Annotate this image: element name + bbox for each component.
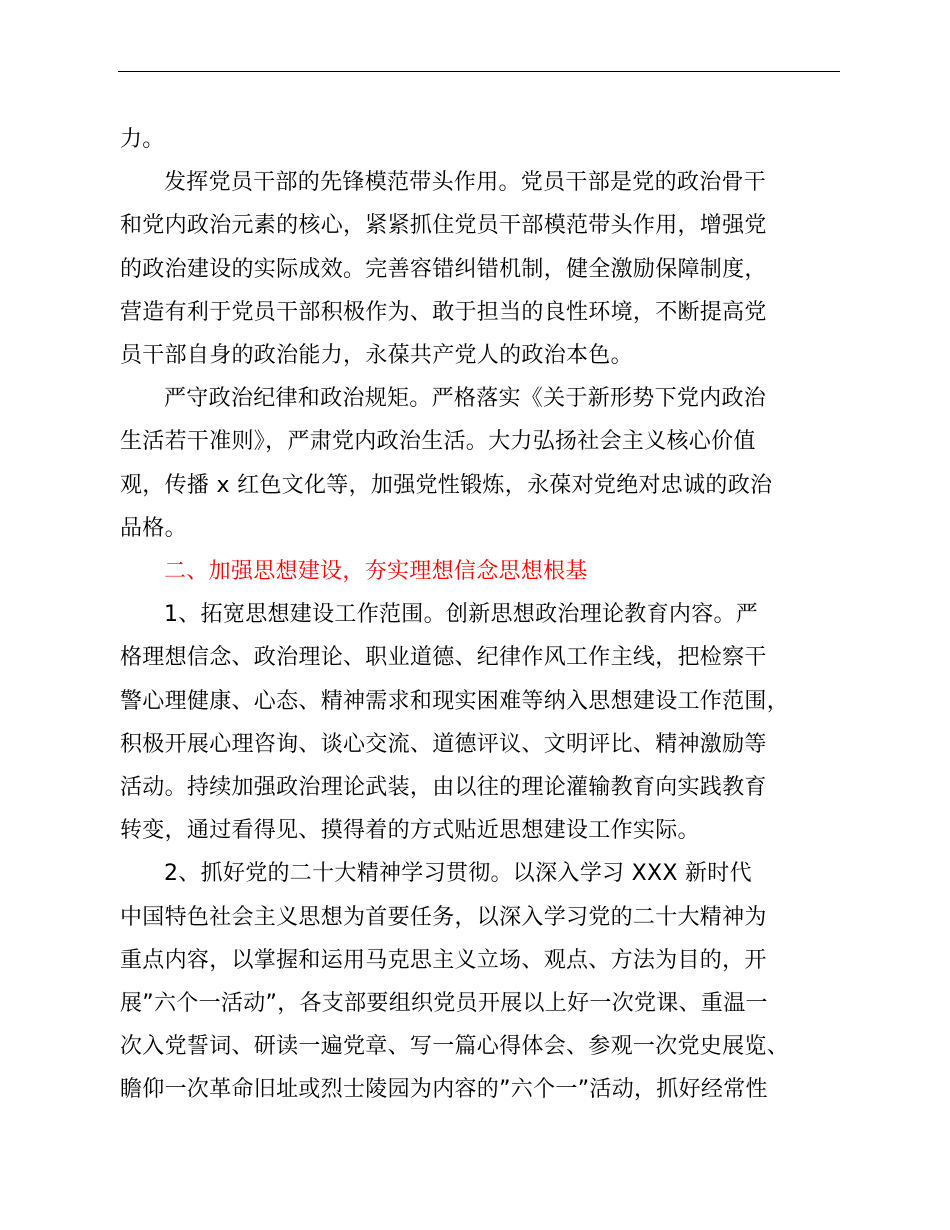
section-heading [120,550,840,593]
text-line: 瞻仰一次革命旧址或烈士陵园为内容的”六个一”活动，抓好经常性 [120,1077,768,1103]
text-line: 积极开展心理咨询、谈心交流、道德评议、文明评比、精神激励等 [120,731,767,757]
text-line: 重点内容，以掌握和运用马克思主义立场、观点、方法为目的，开 [120,947,767,973]
text-line: 警心理健康、心态、精神需求和现实困难等纳入思想建设工作范围， [120,688,790,714]
body-paragraph [120,161,840,377]
text-line: 力。 [120,127,165,152]
text-line: 的政治建设的实际成效。完善容错纠错机制，健全激励保障制度， [120,256,767,282]
text-line: 和党内政治元素的核心，紧紧抓住党员干部模范带头作用，增强党 [120,213,767,239]
text-line: 转变，通过看得见、摸得着的方式贴近思想建设工作实际。 [120,818,700,844]
text-line: 发挥党员干部的先锋模范带头作用。党员干部是党的政治骨干 [164,170,767,196]
text-line: 营造有利于党员干部积极作为、敢于担当的良性环境，不断提高党 [120,299,767,325]
text-line: 二、加强思想建设，夯实理想信念思想根基 [164,559,588,585]
body-paragraph [120,593,840,852]
body-paragraph [120,118,840,161]
text-line: 1、拓宽思想建设工作范围。创新思想政治理论教育内容。严 [164,602,759,628]
document-body [120,118,840,1112]
body-paragraph [120,852,840,1111]
text-line: 员干部自身的政治能力，永葆共产党人的政治本色。 [120,343,633,369]
text-line: 观，传播 x 红色文化等，加强党性锻炼，永葆对党绝对忠诚的政治 [120,472,773,498]
text-line: 品格。 [120,515,187,541]
header-rule [118,71,840,72]
text-line: 次入党誓词、研读一遍党章、写一篇心得体会、参观一次党史展览、 [120,1034,790,1060]
text-line: 中国特色社会主义思想为首要任务，以深入学习党的二十大精神为 [120,904,767,930]
text-line: 格理想信念、政治理论、职业道德、纪律作风工作主线，把检察干 [120,645,767,671]
text-line: 2、抓好党的二十大精神学习贯彻。以深入学习 XXX 新时代 [164,861,752,887]
text-line: 严守政治纪律和政治规矩。严格落实《关于新形势下党内政治 [164,386,767,412]
text-line: 展”六个一活动”，各支部要组织党员开展以上好一次党课、重温一 [120,991,768,1017]
text-line: 活动。持续加强政治理论武装，由以往的理论灌输教育向实践教育 [120,775,767,801]
body-paragraph [120,377,840,550]
text-line: 生活若干准则》，严肃党内政治生活。大力弘扬社会主义核心价值 [120,429,756,455]
